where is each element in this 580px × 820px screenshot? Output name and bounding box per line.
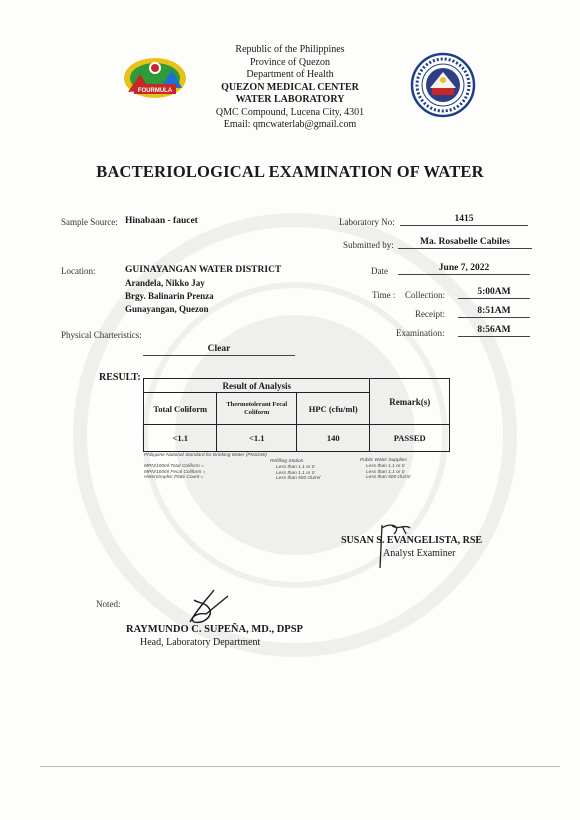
sample-source-value: Hinabaan - faucet [125,216,198,226]
legend-col-1 [144,464,205,481]
location-line-2: Arandela, Nikko Jay [125,278,205,288]
head-title: Head, Laboratory Department [140,637,261,648]
logo-text: FOURMULA [137,88,173,94]
legend-row: Less than 1.1 or 0 [366,469,405,475]
legend-row: Heterotrophic Plate Count = [144,475,204,481]
result-label: RESULT: [99,372,141,383]
physical-label: Physical Charteristics: [61,330,142,340]
physical-value: Clear [143,344,295,356]
legend-row: Less than 1.1 or 0 [276,465,315,470]
location-line-4: Gunayangan, Quezon [125,304,209,314]
legend-row: Less than 1.1 or 0 [366,464,405,469]
submitted-by-label: Submitted by: [343,240,394,250]
legend-row: Less than 1.1 or 0 [276,470,315,476]
header-line-2: Province of Quezon [250,56,330,68]
letterhead [150,44,430,132]
date-value: June 7, 2022 [398,263,530,275]
header-line-1: Republic of the Philippines [235,44,345,55]
location-line-1: GUINAYANGAN WATER DISTRICT [125,265,282,275]
value-hpc: 140 [296,425,369,452]
legend-row: Less than 500 cfu/ml [276,476,321,482]
legend-heading: Philippine National Standard for Drinking Water (PNSDW) [144,453,267,458]
header-line-3: Department of Health [246,69,334,80]
legend-row: MPN/100ml Total Coliform = [144,464,204,469]
bottom-divider [40,766,560,767]
header-line-6: QMC Compound, Lucena City, 4301 [215,106,365,118]
receipt-value: 8:51AM [458,306,530,318]
sample-source-label: Sample Source: [61,217,118,227]
col-fecal-coliform: Thermotolerant Fecal Coliform [217,393,297,425]
legend-col-3-head: Public Water Supplies [360,458,407,463]
col-hpc: HPC (cfu/ml) [296,393,369,425]
legend-col-2-head: Refilling Station [270,459,304,464]
examination-label: Examination: [396,328,445,338]
value-fecal-coliform: <1.1 [217,425,297,452]
lab-no-value: 1415 [400,214,528,226]
collection-value: 5:00AM [458,287,530,299]
legend-row: MPN/100ml Fecal Coliform = [144,469,206,475]
col-remarks: Remark(s) [370,379,450,425]
submitted-by-value: Ma. Rosabelle Cabiles [398,237,532,249]
header-line-5: WATER LABORATORY [235,94,345,105]
legend-col-3 [366,464,410,481]
value-remarks: PASSED [370,425,450,452]
document-title: BACTERIOLOGICAL EXAMINATION OF WATER [96,162,484,181]
time-label: Time : [372,290,396,300]
head-name: RAYMUNDO C. SUPEÑA, MD., DPSP [126,624,303,635]
legend-row: Less than 500 cfu/ml [366,475,411,481]
header-line-4: QUEZON MEDICAL CENTER [221,81,359,93]
analyst-name: SUSAN S. EVANGELISTA, RSE [341,535,483,546]
result-table [143,378,450,452]
legend-col-2 [276,465,320,482]
collection-label: Collection: [405,290,445,300]
location-line-3: Brgy. Balinarin Prenza [125,291,214,301]
date-label: Date [371,266,388,276]
receipt-label: Receipt: [415,309,445,319]
lab-no-label: Laboratory No: [339,217,395,227]
location-label: Location: [61,266,96,276]
analyst-title: Analyst Examiner [383,548,456,559]
header-line-7: Email: qmcwaterlab@gmail.com [223,119,357,130]
result-group-header: Result of Analysis [144,379,370,393]
examination-value: 8:56AM [458,325,530,337]
noted-label: Noted: [96,599,121,609]
col-total-coliform: Total Coliform [144,393,217,425]
value-total-coliform: <1.1 [144,425,217,452]
